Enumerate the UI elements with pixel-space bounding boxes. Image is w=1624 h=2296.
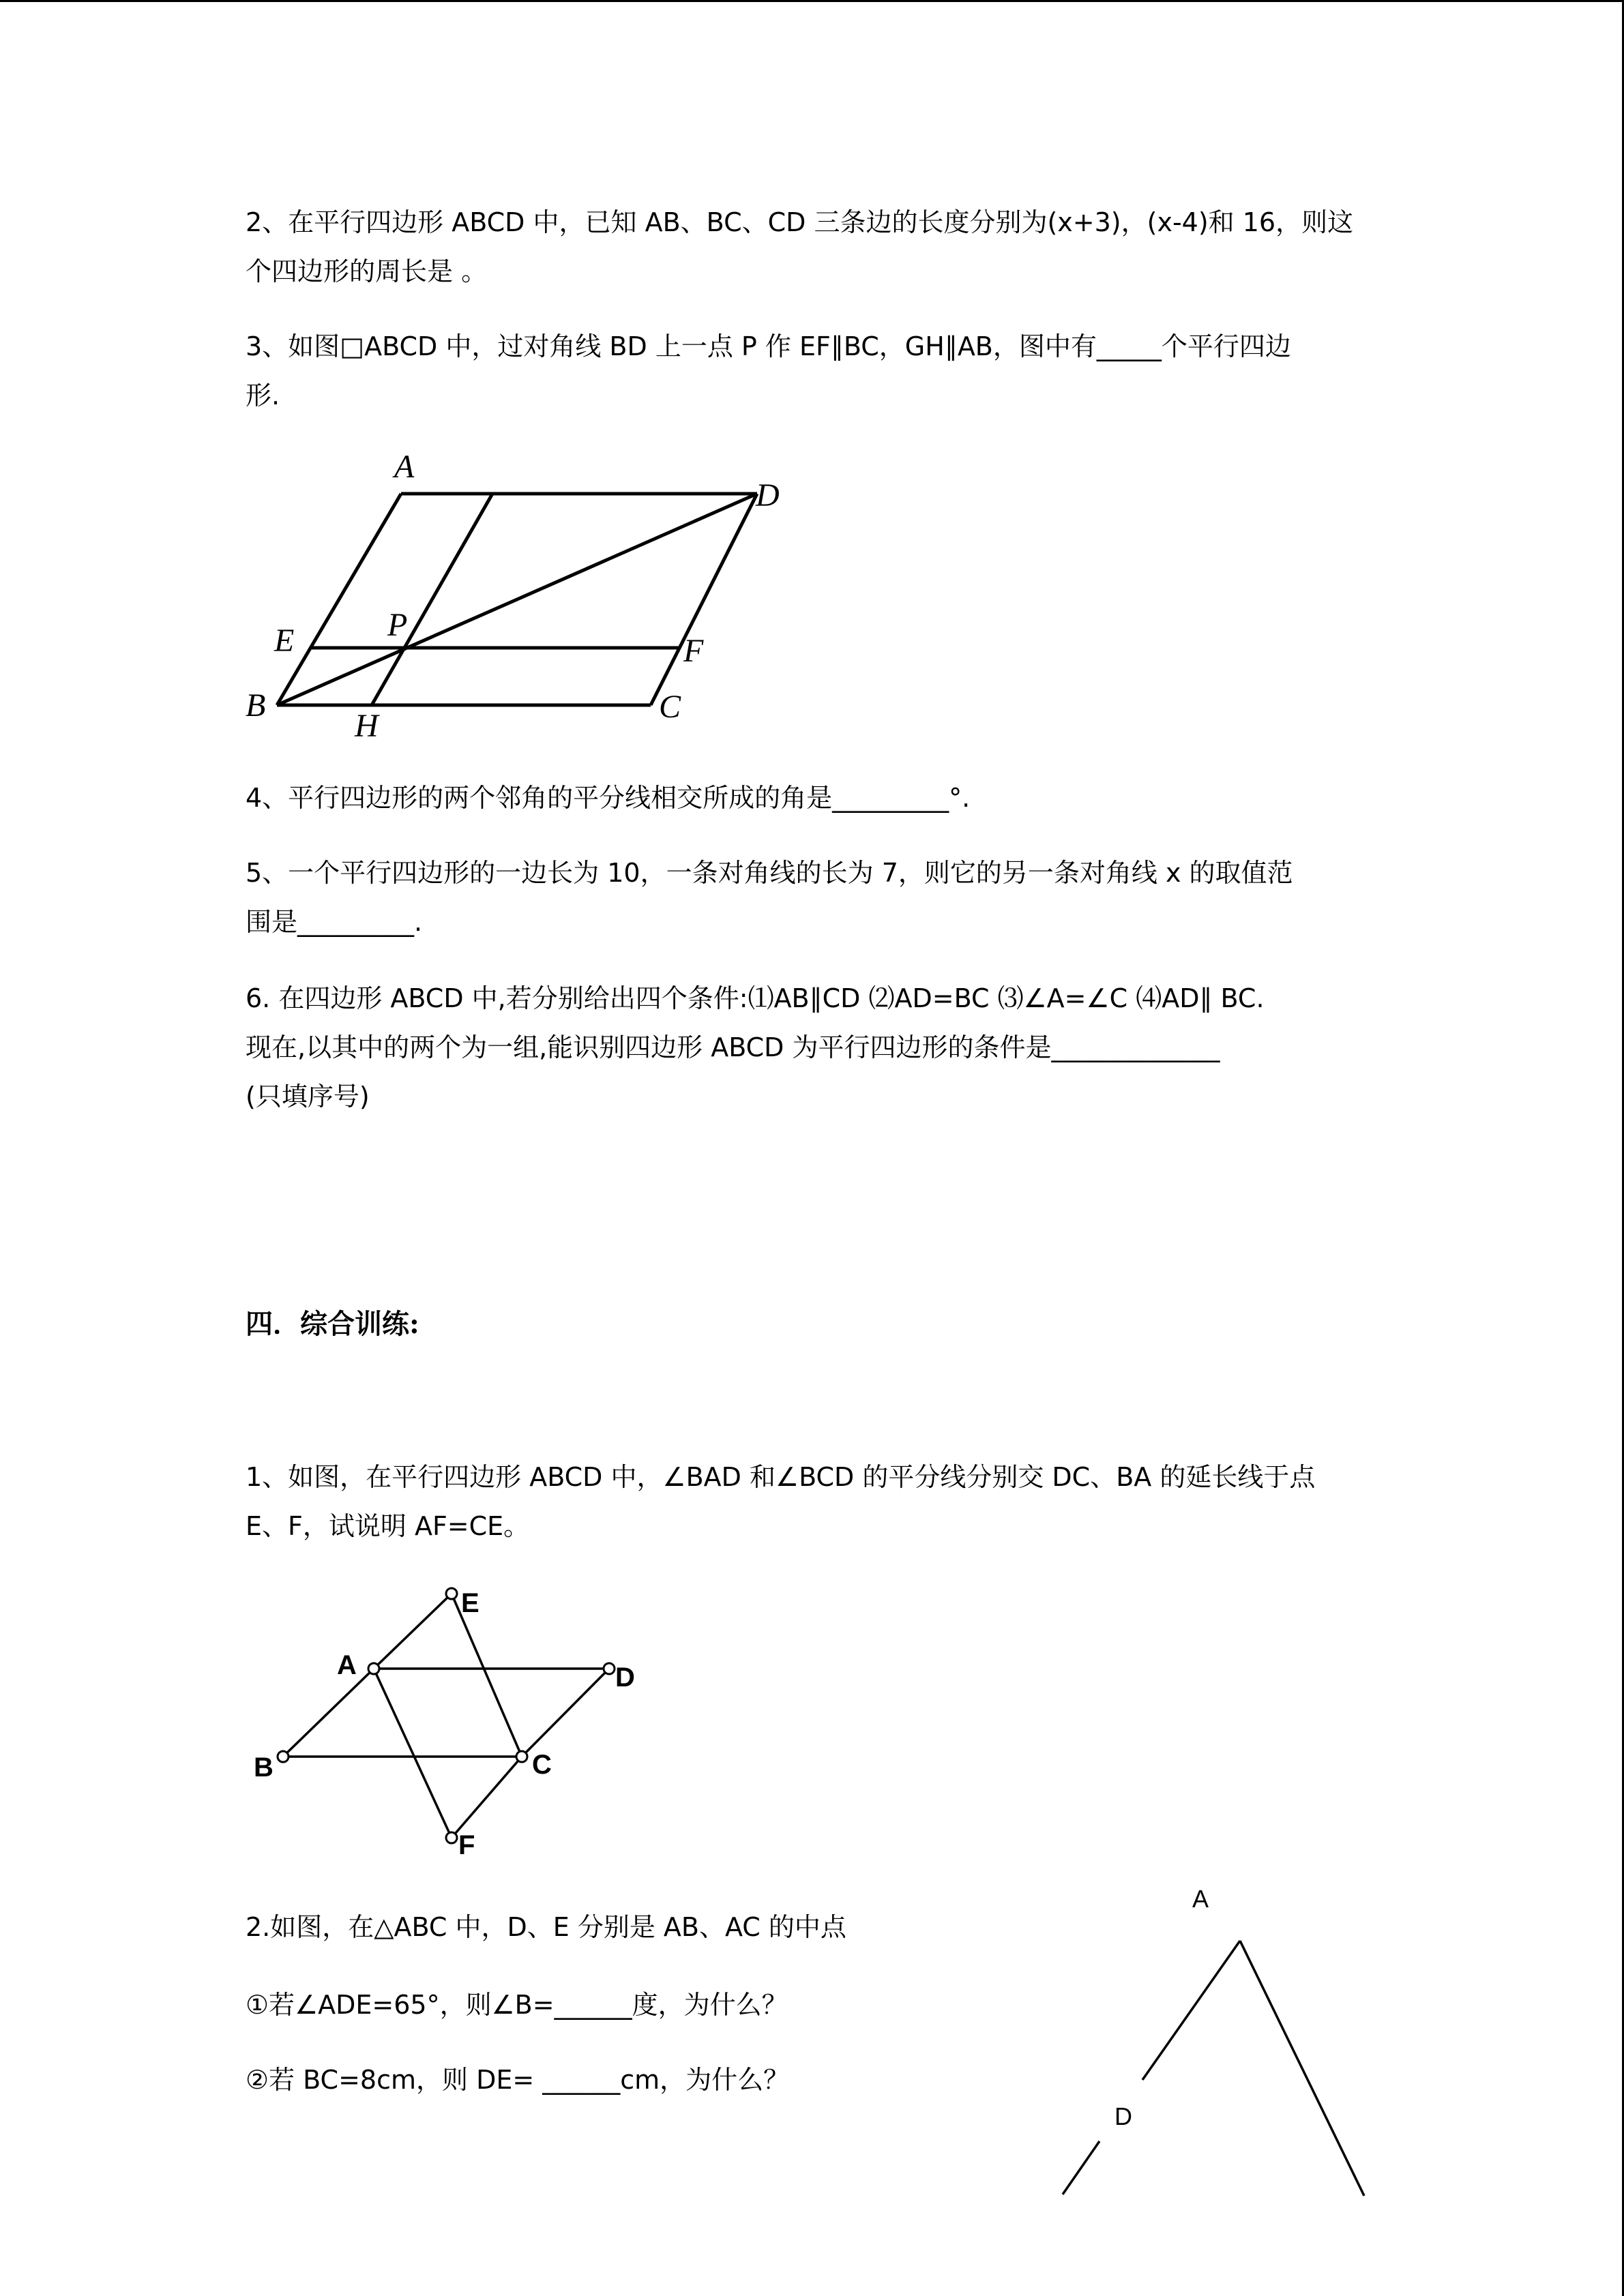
q6-line2: 现在,以其中的两个为一组,能识别四边形 ABCD 为平行四边形的条件是_____________ — [246, 1032, 1220, 1062]
s4-q2-part1: ①若∠ADE=65°，则∠B=______度，为什么？ — [246, 1990, 788, 2020]
s4-q2-part2: ②若 BC=8cm，则 DE= ______cm，为什么？ — [246, 2065, 790, 2095]
q2-line1: 2、在平行四边形 ABCD 中，已知 AB、BC、CD 三条边的长度分别为(x+3)，(x-4)和 16，则这 — [246, 207, 1354, 237]
fig2-label-b: B — [254, 1753, 274, 1783]
figure-parallelogram-ef — [0, 1568, 750, 1882]
q3-line1: 3、如图□ABCD 中，过对角线 BD 上一点 P 作 EF∥BC，GH∥AB，图中有_____个平行四边 — [246, 331, 1291, 361]
fig1-label-p: P — [387, 607, 408, 643]
q6-line1: 6. 在四边形 ABCD 中,若分别给出四个条件:⑴AB∥CD ⑵AD=BC ⑶∠A=∠C ⑷AD∥ BC. — [246, 983, 1265, 1013]
q6-line3: (只填序号) — [246, 1082, 370, 1112]
s4-q1-line2: E、F，试说明 AF=CE。 — [246, 1511, 530, 1541]
q5-line2: 围是_________. — [246, 907, 423, 937]
fig2-label-e: E — [461, 1588, 479, 1618]
fig1-label-e: E — [274, 623, 295, 659]
fig3-label-d: D — [1114, 2102, 1132, 2130]
figure-parallelogram-p — [0, 0, 1624, 764]
fig2-label-a: A — [337, 1650, 357, 1680]
fig2-label-f: F — [458, 1830, 475, 1860]
q5-line1: 5、一个平行四边形的一边长为 10，一条对角线的长为 7，则它的另一条对角线 x 的取值范 — [246, 858, 1293, 888]
fig1-label-c: C — [659, 689, 681, 725]
s4-q1-line1: 1、如图，在平行四边形 ABCD 中，∠BAD 和∠BCD 的平分线分别交 DC、BA 的延长线于点 — [246, 1462, 1316, 1492]
figure-triangle-abc — [1023, 1868, 1432, 2209]
fig1-label-d: D — [756, 477, 780, 513]
fig1-label-b: B — [246, 687, 266, 724]
fig2-label-d: D — [615, 1663, 635, 1693]
fig1-label-a: A — [394, 449, 415, 485]
section4-heading: 四．综合训练: — [246, 1308, 419, 1340]
s4-q2-line1: 2.如图，在△ABC 中，D、E 分别是 AB、AC 的中点 — [246, 1912, 846, 1942]
fig1-label-h: H — [355, 708, 379, 744]
fig2-label-c: C — [532, 1750, 552, 1780]
q2-line2: 个四边形的周长是 。 — [246, 256, 488, 286]
q4-line1: 4、平行四边形的两个邻角的平分线相交所成的角是_________°. — [246, 783, 971, 813]
fig1-label-f: F — [683, 633, 704, 669]
q3-line2: 形. — [246, 381, 280, 411]
fig3-label-a: A — [1192, 1885, 1209, 1913]
